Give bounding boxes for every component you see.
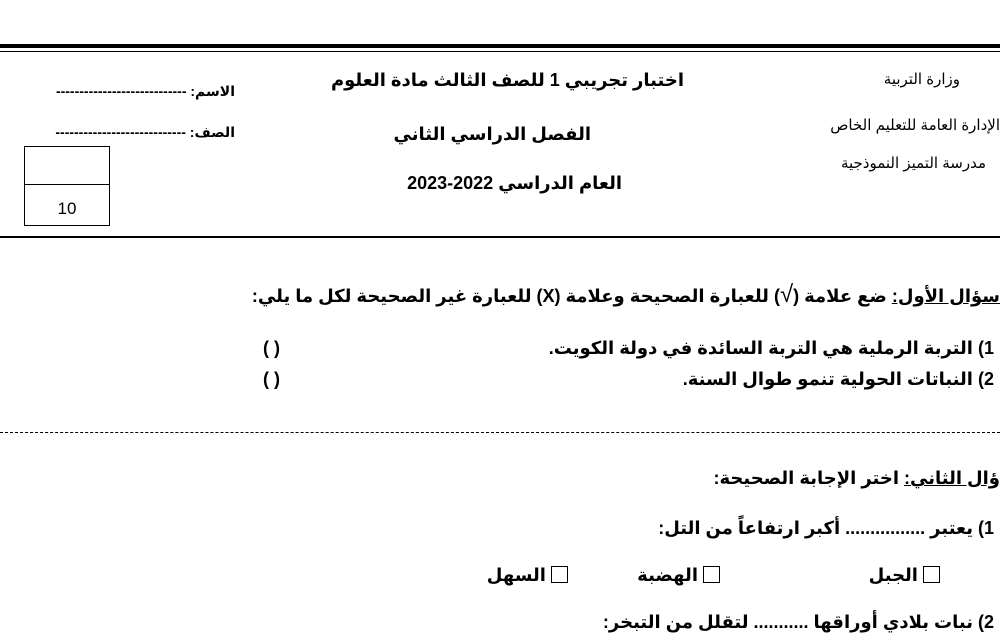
department-label: الإدارة العامة للتعليم الخاص <box>830 117 1000 134</box>
question2-heading <box>713 468 1000 489</box>
question1-item-1-answer-blank[interactable]: ( ) <box>263 338 280 358</box>
section-separator <box>0 432 1000 433</box>
choice-mountain-label: الجبل <box>868 565 918 585</box>
question2-title: ؤال الثاني: <box>904 468 1000 488</box>
question2-item-1-text: يعتبر ................ أكبر ارتفاعاً من التل: <box>658 518 973 538</box>
header-top-thick-rule <box>0 44 1000 48</box>
question2-instruction: اختر الإجابة الصحيحة: <box>713 468 905 488</box>
exam-title: اختبار تجريبي 1 للصف الثالث مادة العلوم <box>330 70 684 90</box>
question1-item-2-text: النباتات الحولية تنمو طوال السنة. <box>682 369 973 389</box>
question1-title: سؤال الأول: <box>891 286 1000 306</box>
question1-item-2-answer-blank[interactable]: ( ) <box>263 369 280 389</box>
question1-instruction-part1: ضع علامة ( <box>793 286 892 306</box>
semester-label: الفصل الدراسي الثاني <box>393 124 591 144</box>
academic-year-label: العام الدراسي 2022-2023 <box>407 173 622 193</box>
choice-plateau-label: الهضبة <box>637 565 698 585</box>
grade-box <box>24 146 110 226</box>
checkbox-icon[interactable] <box>551 566 568 583</box>
student-class-field[interactable]: الصف: ---------------------------- <box>55 124 235 140</box>
grade-box-total-mark: 10 <box>57 199 77 218</box>
checkbox-icon[interactable] <box>703 566 720 583</box>
question1-item-1-number: 1) <box>977 338 994 358</box>
choice-plateau[interactable] <box>637 565 720 586</box>
check-mark-symbol: √ <box>779 281 794 308</box>
question1-item-2 <box>683 369 994 390</box>
question1-item-1 <box>549 338 994 359</box>
header-bottom-rule <box>0 236 1000 238</box>
question1-item-2-number: 2) <box>977 369 994 389</box>
question1-instruction-part2: ) للعبارة الصحيحة وعلامة (X) للعبارة غير الصحيحة لكل ما يلي: <box>251 286 780 306</box>
student-name-field[interactable]: الاسم: ---------------------------- <box>55 83 235 99</box>
checkbox-icon[interactable] <box>923 566 940 583</box>
choice-mountain[interactable] <box>869 565 940 586</box>
choice-plain[interactable] <box>487 565 568 586</box>
question1-item-1-text: التربة الرملية هي التربة السائدة في دولة الكويت. <box>548 338 973 358</box>
question1-heading <box>252 281 1000 309</box>
question2-item-1 <box>658 518 994 539</box>
grade-box-divider <box>25 184 109 185</box>
header-top-thin-rule <box>0 51 1000 52</box>
ministry-label: وزارة التربية <box>883 71 960 88</box>
choice-plain-label: السهل <box>486 565 546 585</box>
school-label: مدرسة التميز النموذجية <box>840 155 986 172</box>
question2-item-1-number: 1) <box>977 518 994 538</box>
question2-item-2-number: 2) <box>977 612 994 632</box>
question2-item-2-text: نبات بلادي أوراقها ........... لتقلل من التبخر: <box>602 612 973 632</box>
